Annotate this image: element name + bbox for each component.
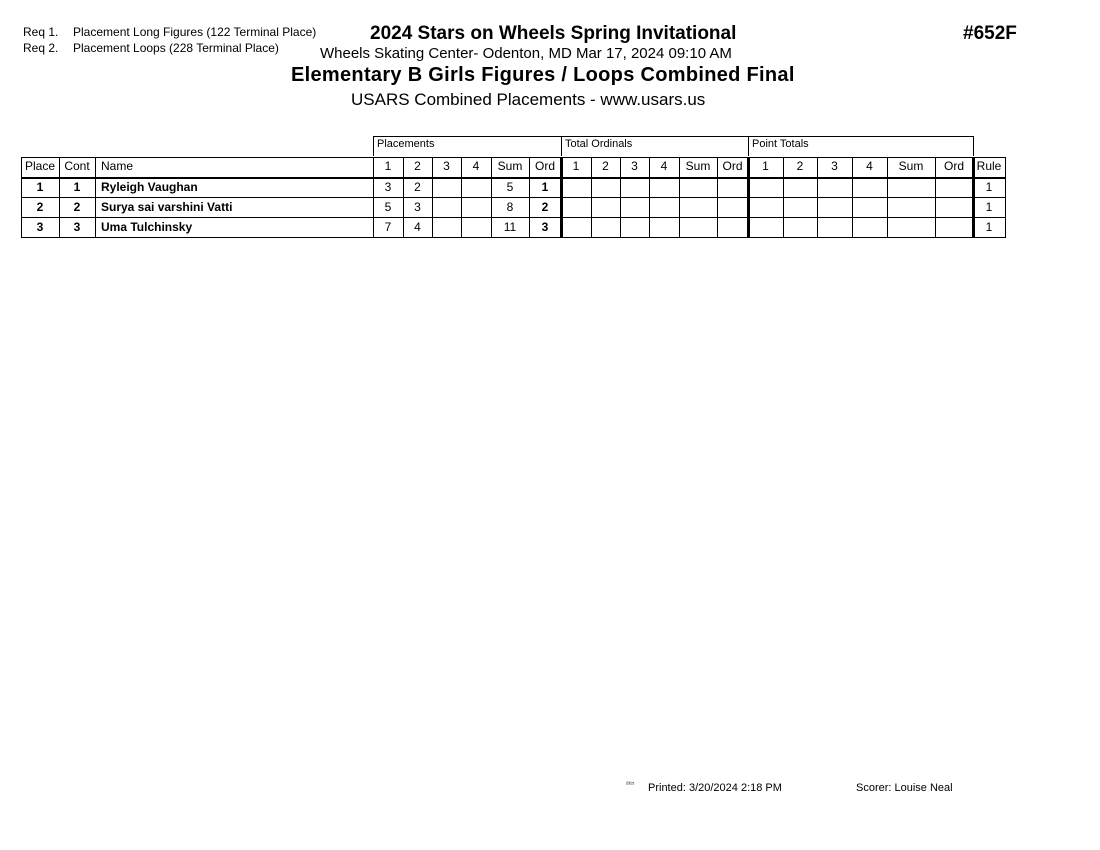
cell-p4 [461, 178, 491, 198]
cell-p4 [461, 198, 491, 218]
group-header-3: Point Totals [748, 136, 974, 156]
cell-empty [679, 198, 717, 218]
event-subtitle: USARS Combined Placements - www.usars.us [351, 90, 706, 109]
cell-empty [887, 198, 935, 218]
report-code: ²³¹⁵ [626, 782, 635, 788]
cell-p2: 2 [414, 180, 421, 194]
column-header: Ord [722, 159, 743, 173]
group-header-2: Total Ordinals [561, 136, 749, 156]
cell-empty [561, 198, 591, 218]
cell-rule: 1 [985, 200, 993, 214]
column-header: Sum [497, 159, 523, 173]
cell-empty [783, 218, 817, 238]
column-header: 4 [866, 159, 873, 173]
column-divider [59, 157, 60, 238]
column-divider [1005, 157, 1006, 238]
venue-date: Wheels Skating Center- Odenton, MD Mar 17, 2024 09:10 AM [320, 45, 732, 62]
cell-place: 3 [36, 220, 44, 234]
skater-name: Ryleigh Vaughan [101, 180, 198, 194]
column-divider [620, 157, 621, 238]
cell-empty [717, 198, 748, 218]
column-header: 2 [414, 159, 421, 173]
column-header: Place [24, 159, 56, 173]
cell-p2: 4 [414, 220, 421, 234]
cell-empty [852, 198, 887, 218]
column-header: 3 [631, 159, 638, 173]
column-header: 2 [796, 159, 804, 173]
column-divider [432, 157, 433, 238]
column-header: Sum [898, 159, 924, 173]
cell-empty [649, 178, 679, 198]
column-divider [403, 157, 404, 238]
requirement-1 [23, 25, 316, 39]
cell-empty [561, 218, 591, 238]
requirement-2 [23, 41, 279, 55]
cell-place: 2 [36, 200, 44, 214]
column-divider [491, 157, 492, 238]
cell-p1: 5 [384, 200, 392, 214]
cell-empty [817, 178, 852, 198]
cell-empty [783, 178, 817, 198]
printed-timestamp: Printed: 3/20/2024 2:18 PM [648, 782, 782, 794]
cell-rule: 1 [985, 180, 993, 194]
cell-empty [935, 218, 973, 238]
column-divider [817, 157, 818, 238]
cell-empty [935, 178, 973, 198]
column-divider [21, 157, 22, 238]
group-header-1: Placements [373, 136, 562, 156]
column-divider [935, 157, 936, 238]
cell-sum: 8 [506, 200, 514, 214]
cell-ord: 1 [541, 180, 549, 194]
column-header: Cont [64, 159, 90, 173]
cell-empty [748, 198, 783, 218]
column-divider [649, 157, 650, 238]
column-header: 1 [762, 159, 769, 173]
row-divider [21, 197, 1006, 198]
column-header: 4 [472, 159, 480, 173]
column-header: Sum [685, 159, 711, 173]
column-divider [747, 157, 750, 238]
column-divider [373, 157, 374, 238]
cell-empty [852, 218, 887, 238]
cell-sum: 5 [506, 180, 514, 194]
column-divider [783, 157, 784, 238]
cell-empty [561, 178, 591, 198]
cell-empty [817, 218, 852, 238]
cell-empty [591, 198, 620, 218]
cell-empty [591, 218, 620, 238]
row-divider [21, 177, 1006, 179]
requirement-2-number: Req 2. [23, 41, 59, 55]
row-divider [21, 217, 1006, 218]
requirement-2-text: Placement Loops (228 Terminal Place) [73, 41, 279, 55]
row-divider [21, 157, 1006, 158]
cell-empty [717, 178, 748, 198]
column-divider [887, 157, 888, 238]
column-header: Ord [534, 159, 555, 173]
cell-empty [817, 198, 852, 218]
column-divider [95, 157, 96, 238]
cell-empty [852, 178, 887, 198]
cell-p1: 7 [384, 220, 392, 234]
cell-cont: 2 [73, 200, 81, 214]
cell-p1: 3 [384, 180, 392, 194]
cell-cont: 1 [73, 180, 81, 194]
column-divider [461, 157, 462, 238]
cell-ord: 3 [541, 220, 549, 234]
cell-empty [887, 178, 935, 198]
column-header: 2 [602, 159, 609, 173]
row-divider [21, 237, 1006, 238]
requirement-1-number: Req 1. [23, 25, 59, 39]
column-divider [972, 157, 975, 238]
cell-empty [649, 218, 679, 238]
skater-name: Uma Tulchinsky [101, 220, 193, 234]
cell-empty [748, 218, 783, 238]
column-divider [560, 157, 563, 238]
cell-empty [620, 218, 649, 238]
column-header: 1 [384, 159, 392, 173]
column-header: Name [101, 159, 134, 173]
column-divider [717, 157, 718, 238]
column-header: 3 [443, 159, 450, 173]
column-divider [591, 157, 592, 238]
cell-empty [620, 178, 649, 198]
competition-title: 2024 Stars on Wheels Spring Invitational [370, 23, 737, 44]
column-divider [679, 157, 680, 238]
cell-ord: 2 [541, 200, 549, 214]
cell-empty [717, 218, 748, 238]
skater-name: Surya sai varshini Vatti [101, 200, 233, 214]
cell-p2: 3 [414, 200, 421, 214]
scorer-name: Scorer: Louise Neal [856, 782, 953, 794]
event-title: Elementary B Girls Figures / Loops Combined Final [291, 64, 795, 86]
cell-rule: 1 [985, 220, 993, 234]
cell-empty [591, 178, 620, 198]
column-header: 3 [831, 159, 838, 173]
cell-empty [783, 198, 817, 218]
cell-empty [679, 218, 717, 238]
column-header: Ord [943, 159, 964, 173]
cell-p3 [432, 178, 461, 198]
column-header: 4 [660, 159, 668, 173]
cell-sum: 11 [503, 220, 517, 234]
cell-place: 1 [36, 180, 44, 194]
cell-cont: 3 [73, 220, 81, 234]
event-number: #652F [963, 23, 1017, 44]
column-divider [852, 157, 853, 238]
cell-empty [748, 178, 783, 198]
column-header: 1 [572, 159, 580, 173]
cell-empty [679, 178, 717, 198]
column-header: Rule [976, 159, 1002, 173]
requirement-1-text: Placement Long Figures (122 Terminal Place) [73, 25, 317, 39]
column-divider [529, 157, 530, 238]
cell-empty [935, 198, 973, 218]
cell-empty [887, 218, 935, 238]
cell-p4 [461, 218, 491, 238]
cell-empty [649, 198, 679, 218]
cell-p3 [432, 198, 461, 218]
cell-p3 [432, 218, 461, 238]
cell-empty [620, 198, 649, 218]
